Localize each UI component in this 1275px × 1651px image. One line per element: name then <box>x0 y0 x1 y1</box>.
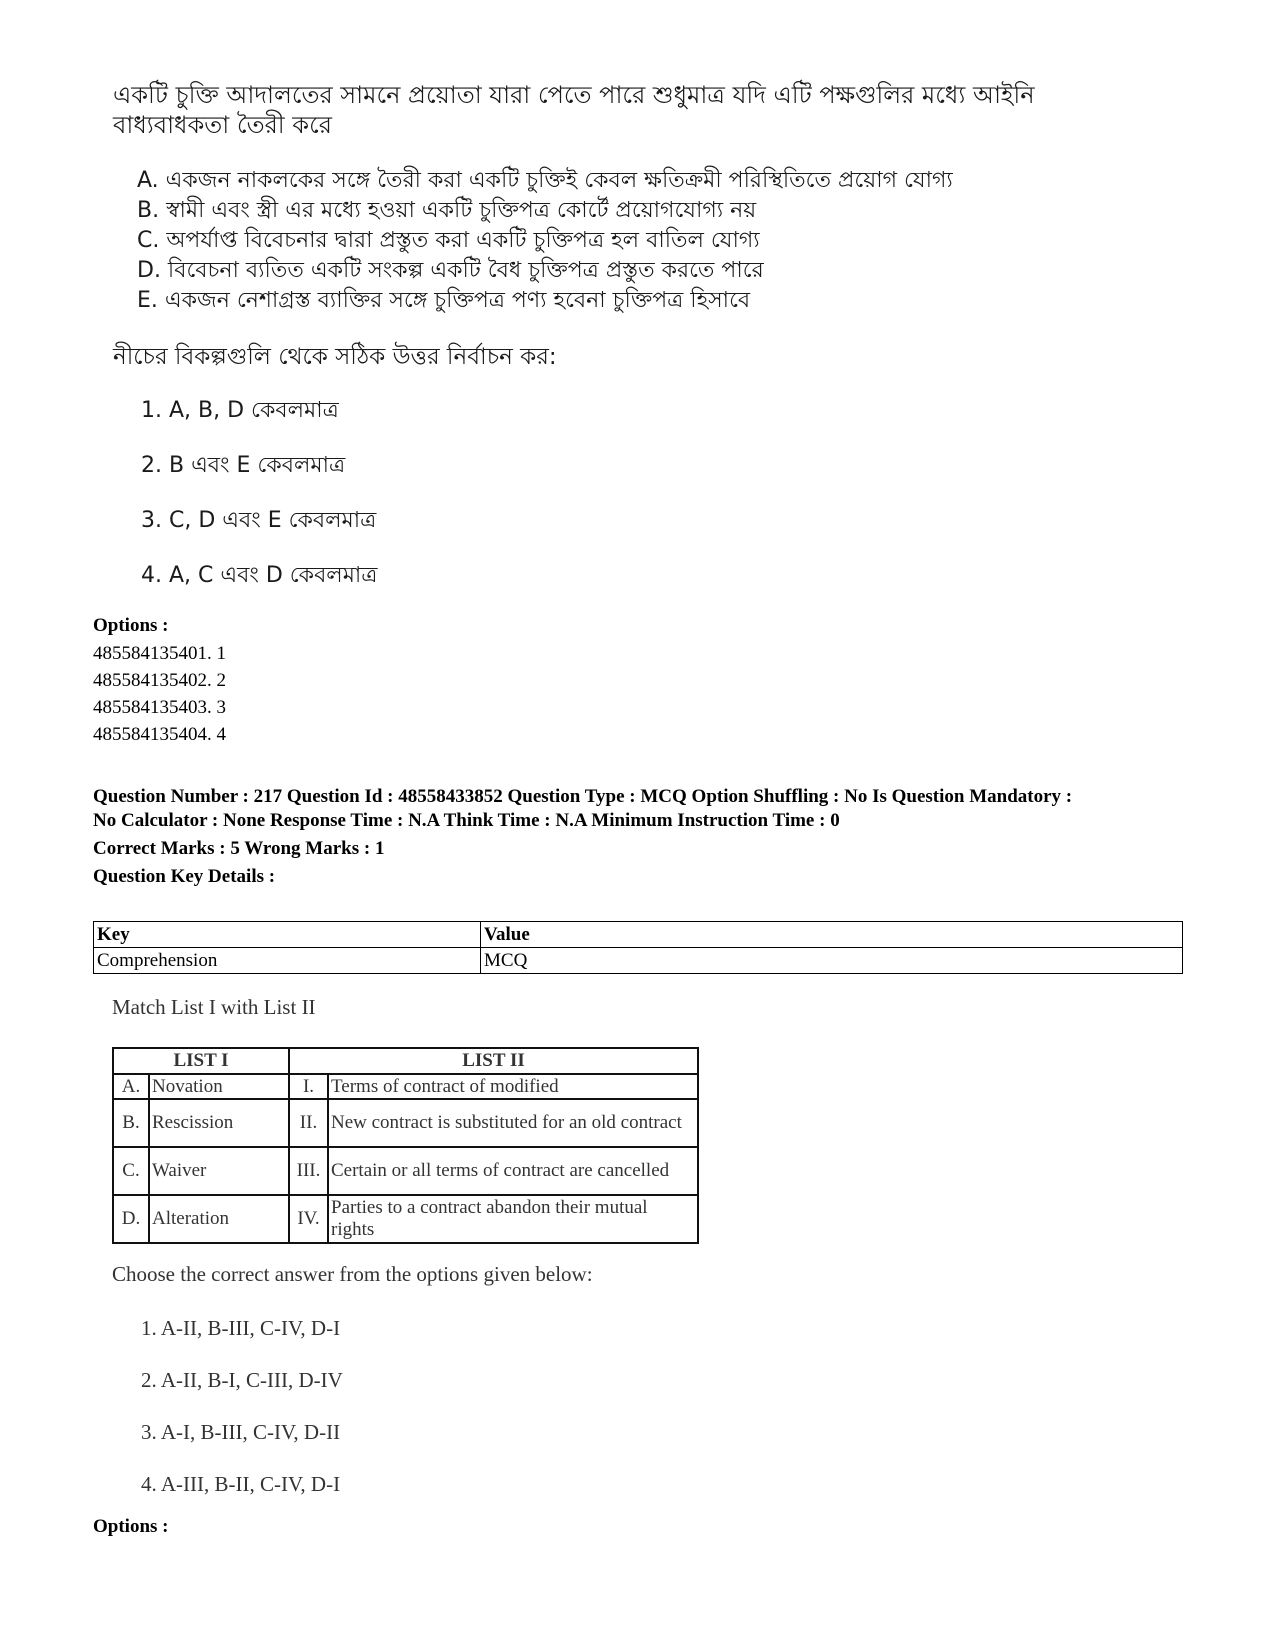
options-heading: Options : <box>93 1516 169 1537</box>
statement-e: E. একজন নেশাগ্রস্ত ব্যাক্তির সঙ্গে চুক্তিপত্র পণ্য হবেনা চুক্তিপত্র হিসাবে <box>137 288 751 313</box>
list2-label: IV. <box>289 1195 328 1243</box>
list2-term: New contract is substituted for an old contract <box>328 1099 698 1147</box>
match-choice-2: 2. A-II, B-I, C-III, D-IV <box>141 1368 343 1392</box>
question-instruction: নীচের বিকল্পগুলি থেকে সঠিক উত্তর নির্বাচন কর: <box>113 344 557 370</box>
marks-line: Correct Marks : 5 Wrong Marks : 1 <box>93 838 385 859</box>
match-title: Match List I with List II <box>112 995 316 1019</box>
table-row <box>113 1195 698 1243</box>
question-meta-line1: Question Number : 217 Question Id : 48558433852 Question Type : MCQ Option Shuffling : No Is Question Mandatory : <box>93 786 1073 807</box>
match-choice-3: 3. A-I, B-III, C-IV, D-II <box>141 1420 341 1444</box>
list1-term: Waiver <box>149 1147 289 1195</box>
key-header: Key <box>94 922 481 948</box>
match-choice-4: 4. A-III, B-II, C-IV, D-I <box>141 1472 341 1496</box>
answer-choice-1: 1. A, B, D কেবলমাত্র <box>141 398 339 423</box>
list1-term: Novation <box>149 1074 289 1099</box>
list2-label: I. <box>289 1074 328 1099</box>
statement-a: A. একজন নাকলকের সঙ্গে তৈরী করা একটি চুক্তিই কেবল ক্ষতিক্রমী পরিস্থিতিতে প্রয়োগ যোগ্য <box>137 168 953 193</box>
statement-d: D. বিবেচনা ব্যতিত একটি সংকল্প একটি বৈধ চুক্তিপত্র প্রস্তুত করতে পারে <box>137 258 764 283</box>
option-item: 485584135403. 3 <box>93 697 226 718</box>
list1-header: LIST I <box>113 1048 289 1074</box>
list2-label: III. <box>289 1147 328 1195</box>
list1-label: A. <box>113 1074 149 1099</box>
option-item: 485584135401. 1 <box>93 643 226 664</box>
table-row <box>113 1099 698 1147</box>
table-row <box>94 922 1183 948</box>
list1-label: B. <box>113 1099 149 1147</box>
answer-choice-4: 4. A, C এবং D কেবলমাত্র <box>141 563 378 588</box>
statement-c: C. অপর্যাপ্ত বিবেচনার দ্বারা প্রস্তুত করা একটি চুক্তিপত্র হল বাতিল যোগ্য <box>137 228 760 253</box>
list2-label: II. <box>289 1099 328 1147</box>
value-cell: MCQ <box>481 948 1183 974</box>
list2-term: Parties to a contract abandon their mutual rights <box>328 1195 698 1243</box>
option-item: 485584135404. 4 <box>93 724 226 745</box>
table-row <box>113 1048 698 1074</box>
list2-header: LIST II <box>289 1048 698 1074</box>
answer-choice-2: 2. B এবং E কেবলমাত্র <box>141 453 346 478</box>
key-cell: Comprehension <box>94 948 481 974</box>
list2-term: Terms of contract of modified <box>328 1074 698 1099</box>
match-choice-1: 1. A-II, B-III, C-IV, D-I <box>141 1316 341 1340</box>
list2-term: Certain or all terms of contract are cancelled <box>328 1147 698 1195</box>
options-heading: Options : <box>93 615 169 636</box>
value-header: Value <box>481 922 1183 948</box>
list1-term: Rescission <box>149 1099 289 1147</box>
key-details-table <box>93 921 1183 974</box>
question-stem-line: বাধ্যবাধকতা তৈরী করে <box>113 111 332 139</box>
answer-choice-3: 3. C, D এবং E কেবলমাত্র <box>141 508 377 533</box>
match-table <box>112 1047 699 1244</box>
question-stem-line: একটি চুক্তি আদালতের সামনে প্রয়োতা যারা পেতে পারে শুধুমাত্র যদি এটি পক্ষগুলির মধ্যে আইনি <box>113 81 1035 109</box>
table-row <box>113 1074 698 1099</box>
option-item: 485584135402. 2 <box>93 670 226 691</box>
question-meta-line2: No Calculator : None Response Time : N.A Think Time : N.A Minimum Instruction Time : 0 <box>93 810 840 831</box>
key-details-heading: Question Key Details : <box>93 866 276 887</box>
statement-b: B. স্বামী এবং স্ত্রী এর মধ্যে হওয়া একটি চুক্তিপত্র কোর্টে প্রয়োগযোগ্য নয় <box>137 198 757 223</box>
match-instruction: Choose the correct answer from the options given below: <box>112 1262 593 1286</box>
table-row <box>113 1147 698 1195</box>
table-row <box>94 948 1183 974</box>
list1-label: C. <box>113 1147 149 1195</box>
list1-label: D. <box>113 1195 149 1243</box>
list1-term: Alteration <box>149 1195 289 1243</box>
